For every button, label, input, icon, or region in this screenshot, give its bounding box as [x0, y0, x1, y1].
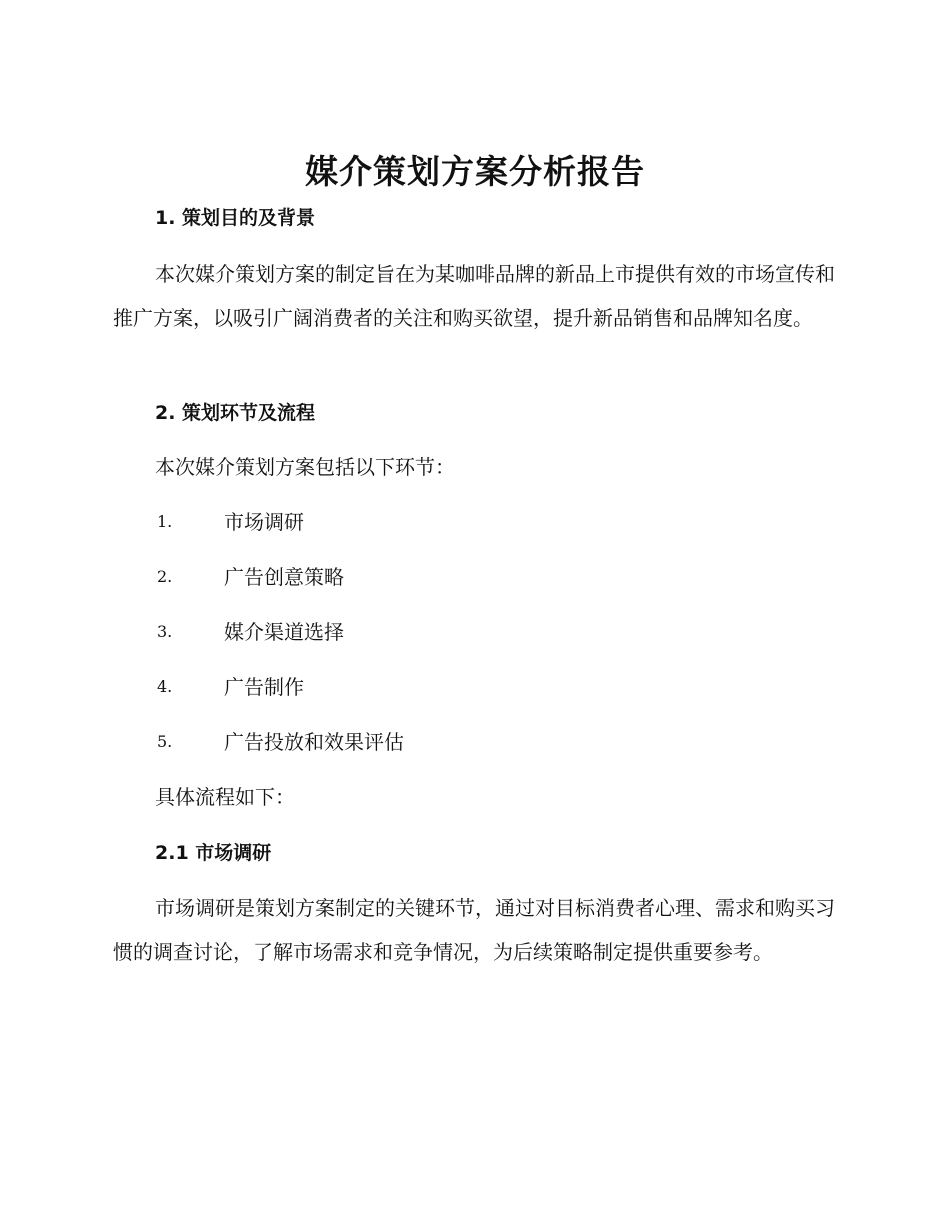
paragraph-market-research: 市场调研是策划方案制定的关键环节，通过对目标消费者心理、需求和购买习惯的调查讨论，了解市场需求和竞争情况，为后续策略制定提供重要参考。	[113, 896, 835, 964]
list-item	[157, 672, 757, 702]
process-outro: 具体流程如下：	[155, 785, 295, 809]
list-item-text: 广告创意策略	[224, 565, 344, 589]
list-item-number: 3.	[157, 622, 173, 641]
list-item	[157, 617, 757, 647]
document-title: 媒介策划方案分析报告	[305, 152, 645, 191]
paragraph-purpose: 本次媒介策划方案的制定旨在为某咖啡品牌的新品上市提供有效的市场宣传和推广方案，以吸引广阔消费者的关注和购买欲望，提升新品销售和品牌知名度。	[113, 262, 835, 330]
list-item	[157, 727, 757, 757]
list-item-text: 广告制作	[224, 675, 304, 699]
list-item-text: 市场调研	[224, 510, 304, 534]
section-heading-purpose: 1. 策划目的及背景	[155, 207, 316, 229]
list-item-number: 1.	[157, 512, 173, 531]
list-item-number: 4.	[157, 677, 173, 696]
list-item-number: 5.	[157, 732, 173, 751]
list-item	[157, 507, 757, 537]
section-heading-market-research: 2.1 市场调研	[155, 842, 272, 864]
list-item-text: 媒介渠道选择	[224, 620, 344, 644]
process-intro: 本次媒介策划方案包括以下环节：	[155, 455, 455, 479]
list-item-text: 广告投放和效果评估	[224, 730, 404, 754]
section-heading-process: 2. 策划环节及流程	[155, 402, 316, 424]
list-item	[157, 562, 757, 592]
list-item-number: 2.	[157, 567, 173, 586]
